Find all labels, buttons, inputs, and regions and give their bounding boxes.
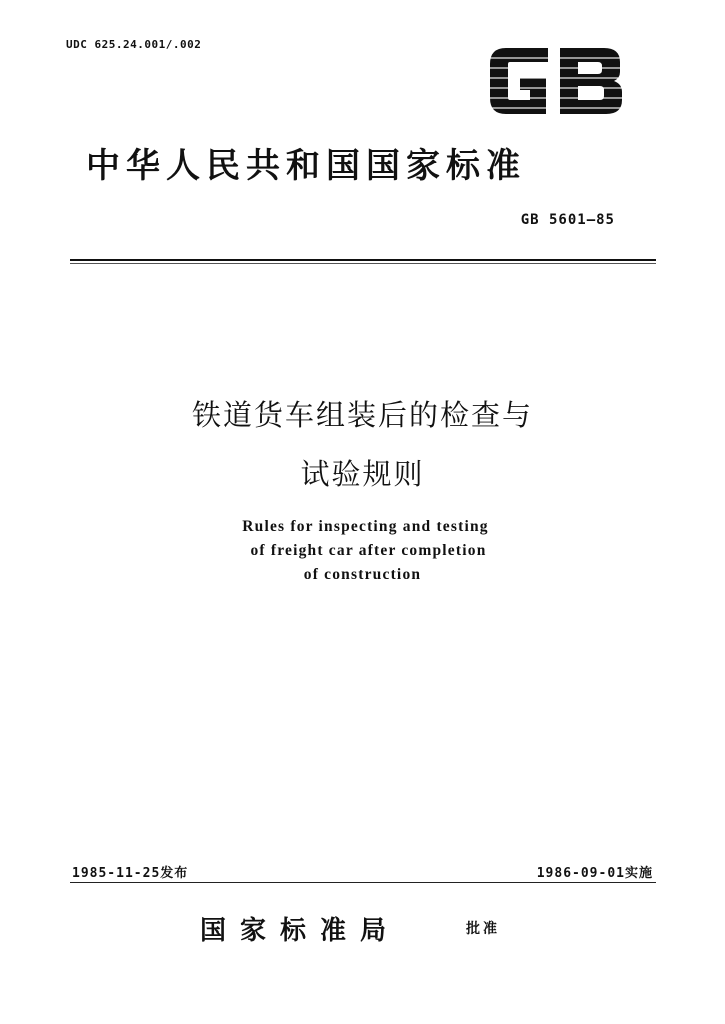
chinese-title-line-1: 铁道货车组装后的检查与 [191, 398, 533, 432]
english-title-line-1: Rules for inspecting and testing [242, 518, 489, 535]
header-divider [70, 259, 656, 261]
english-title-line-3: of construction [303, 566, 422, 583]
standard-number: GB 5601—85 [520, 212, 615, 228]
approval-label: 批准 [466, 921, 500, 937]
footer-divider [70, 882, 656, 883]
header-divider-thin [70, 263, 656, 264]
issuing-authority: 国家标准局 [200, 916, 401, 946]
implementation-date: 1986-09-01实施 [536, 866, 653, 881]
gb-logo [486, 42, 626, 120]
chinese-title-line-2: 试验规则 [300, 457, 425, 491]
english-title-line-2: of freight car after completion [250, 542, 487, 559]
issue-date: 1985-11-25发布 [72, 866, 189, 881]
national-standard-heading: 中华人民共和国国家标准 [86, 146, 526, 186]
udc-classification: UDC 625.24.001/.002 [66, 38, 202, 51]
